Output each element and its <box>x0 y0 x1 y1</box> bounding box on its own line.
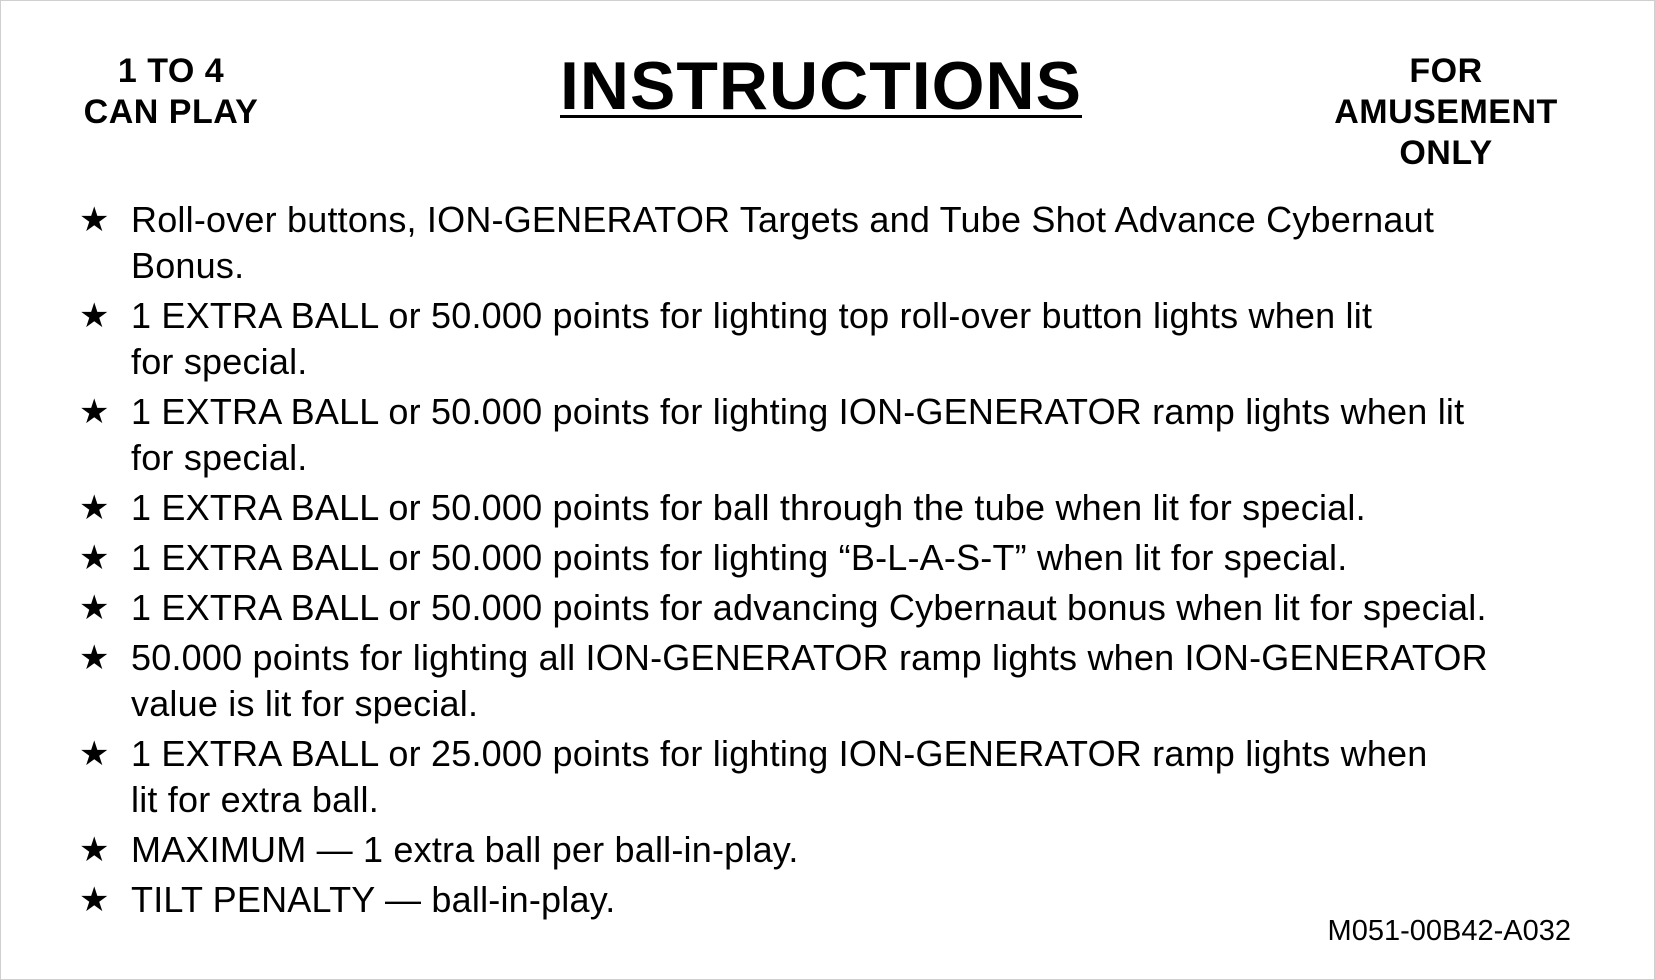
star-bullet-icon: ★ <box>79 489 110 527</box>
star-bullet-icon: ★ <box>79 201 110 239</box>
player-count-line2: CAN PLAY <box>83 93 259 131</box>
rule-item <box>79 827 1619 873</box>
rule-item <box>79 389 1619 481</box>
star-bullet-icon: ★ <box>79 881 110 919</box>
rule-item <box>79 293 1619 385</box>
player-count-line1: 1 TO 4 <box>117 52 225 90</box>
rule-text-continuation: value is lit for special. <box>131 683 479 724</box>
player-count-label <box>56 51 286 133</box>
rule-item <box>79 585 1619 631</box>
card-title <box>471 43 1171 129</box>
rule-text: 1 EXTRA BALL or 50.000 points for lighting top roll-over button lights when lit <box>131 295 1373 336</box>
rule-item <box>79 535 1619 581</box>
amusement-only-line1: FOR <box>1409 52 1483 90</box>
part-number: M051-00B42-A032 <box>1327 915 1571 947</box>
rule-text: 1 EXTRA BALL or 50.000 points for lighting “B-L-A-S-T” when lit for special. <box>131 537 1348 578</box>
rule-item <box>79 485 1619 531</box>
star-bullet-icon: ★ <box>79 735 110 773</box>
rule-item <box>79 731 1619 823</box>
rule-text: Roll-over buttons, ION-GENERATOR Targets and Tube Shot Advance Cybernaut <box>131 199 1435 240</box>
rule-text-continuation: lit for extra ball. <box>131 779 379 820</box>
amusement-only-line3: ONLY <box>1399 134 1493 172</box>
rule-text: 1 EXTRA BALL or 50.000 points for ball through the tube when lit for special. <box>131 487 1366 528</box>
star-bullet-icon: ★ <box>79 297 110 335</box>
card-title-text: INSTRUCTIONS <box>560 48 1082 124</box>
rule-text: MAXIMUM — 1 extra ball per ball-in-play. <box>131 829 799 870</box>
star-bullet-icon: ★ <box>79 639 110 677</box>
rule-text: 1 EXTRA BALL or 50.000 points for lighting ION-GENERATOR ramp lights when lit <box>131 391 1465 432</box>
star-bullet-icon: ★ <box>79 539 110 577</box>
rule-text: 1 EXTRA BALL or 50.000 points for advancing Cybernaut bonus when lit for special. <box>131 587 1487 628</box>
rule-item <box>79 635 1619 727</box>
rule-text: 1 EXTRA BALL or 25.000 points for lighting ION-GENERATOR ramp lights when <box>131 733 1428 774</box>
rule-text-continuation: for special. <box>131 341 308 382</box>
star-bullet-icon: ★ <box>79 831 110 869</box>
rule-item <box>79 197 1619 289</box>
rule-text-continuation: for special. <box>131 437 308 478</box>
amusement-only-line2: AMUSEMENT <box>1334 93 1558 131</box>
rule-text: 50.000 points for lighting all ION-GENERATOR ramp lights when ION-GENERATOR <box>131 637 1488 678</box>
rules-list <box>79 197 1619 927</box>
rule-text-continuation: Bonus. <box>131 245 245 286</box>
rule-text: TILT PENALTY — ball-in-play. <box>131 879 616 920</box>
star-bullet-icon: ★ <box>79 589 110 627</box>
amusement-only-label <box>1291 51 1601 174</box>
star-bullet-icon: ★ <box>79 393 110 431</box>
